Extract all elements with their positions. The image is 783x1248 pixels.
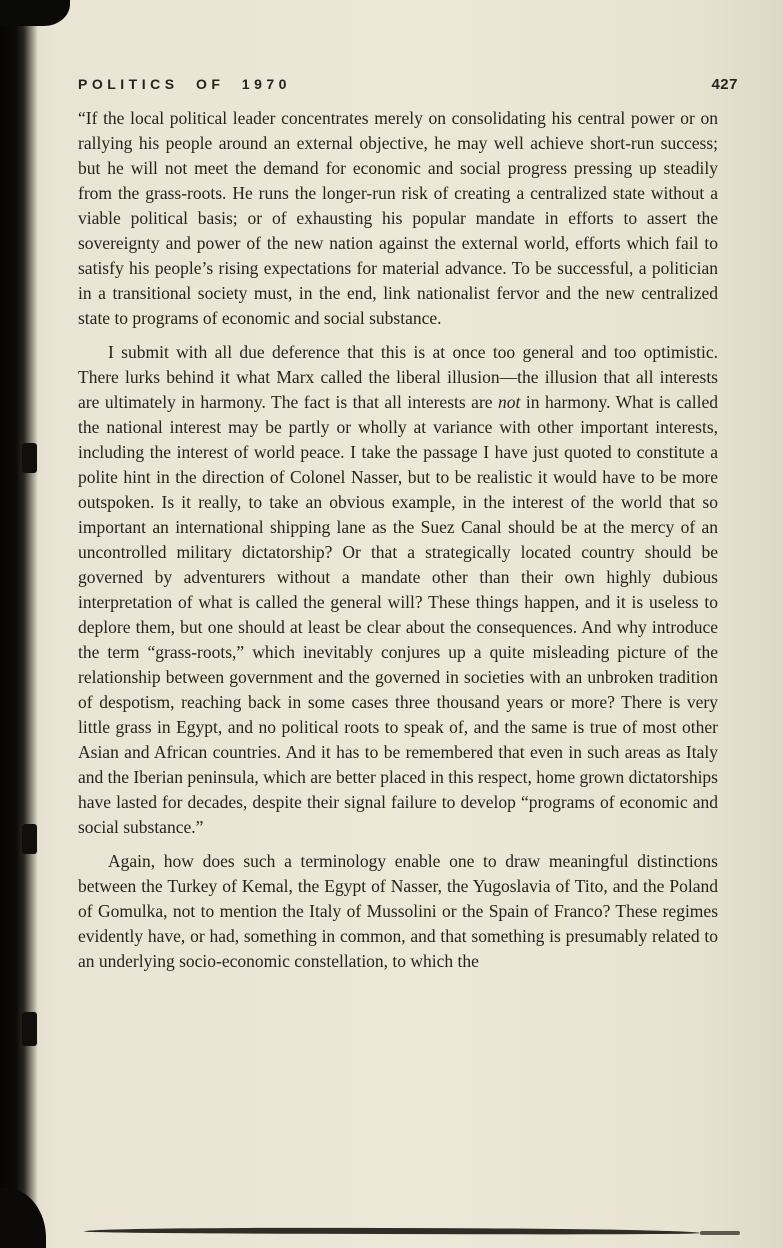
scan-artifact-notch bbox=[22, 824, 37, 854]
body-text bbox=[78, 106, 718, 974]
emphasized-text: not bbox=[498, 392, 521, 412]
scan-artifact-top-left bbox=[0, 0, 70, 26]
page-bottom-edge-shadow bbox=[700, 1231, 740, 1235]
text-segment: I submit with all due deference that this is at once too general and too optimistic. There lurks behind it what Marx called the liberal illusion—the illusion that all interests are ultimately in harmony. The fact is that all interests are bbox=[78, 342, 718, 412]
paragraph bbox=[78, 340, 718, 840]
paragraph bbox=[78, 849, 718, 974]
scan-artifact-notch bbox=[22, 1012, 37, 1046]
page-bottom-edge-shadow bbox=[84, 1227, 700, 1235]
paragraph bbox=[78, 106, 718, 331]
scan-artifact-bottom-left bbox=[0, 1188, 46, 1248]
running-header bbox=[78, 76, 738, 93]
binding-gutter-shadow bbox=[0, 0, 38, 1248]
scan-artifact-notch bbox=[22, 443, 37, 473]
text-segment: in harmony. What is called the national interest may be partly or wholly at variance with other important interests, including the interest of world peace. I take the passage I have just quoted to constitute a polite hint in the direction of Colonel Nasser, but to be realistic it would have to be more outspoken. Is it really, to take an obvious example, in the interest of the world that so important an international shipping lane as the Suez Canal should be at the mercy of an uncontrolled military dictatorship? Or that a strategically located country should be governed by adventurers without a mandate other than their own highly dubious interpretation of what is called the general will? These things happen, and it is useless to deplore them, but one should at least be clear about the consequences. And why introduce the term “grass-roots,” which inevitably conjures up a quite misleading picture of the relationship between government and the governed in societies with an unbroken tradition of despotism, reaching back in some cases three thousand years or more? There is very little grass in Egypt, and no political roots to speak of, and the same is true of most other Asian and African countries. And it has to be remembered that even in such areas as Italy and the Iberian peninsula, which are better placed in this respect, home grown dictatorships have lasted for decades, despite their signal failure to develop “programs of economic and social substance.” bbox=[78, 392, 718, 837]
text-segment: “If the local political leader concentrates merely on consolidating his central power or on rallying his people around an external objective, he may well achieve short-run success; but he will not meet the demand for economic and social progress pressing up steadily from the grass-roots. He runs the longer-run risk of creating a centralized state without a viable political basis; or of exhausting his popular mandate in efforts to assert the sovereignty and power of the new nation against the external world, efforts which fail to satisfy his people’s rising expectations for material advance. To be successful, a politician in a transitional society must, in the end, link nationalist fervor and the new centralized state to programs of economic and social substance. bbox=[78, 108, 718, 328]
running-head-title: POLITICS OF 1970 bbox=[78, 76, 291, 92]
text-segment: Again, how does such a terminology enable one to draw meaningful distinctions between the Turkey of Kemal, the Egypt of Nasser, the Yugoslavia of Tito, and the Poland of Gomulka, not to mention the Italy of Mussolini or the Spain of Franco? These regimes evidently have, or had, something in common, and that something is presumably related to an underlying socio-economic constellation, to which the bbox=[78, 851, 718, 971]
page-number: 427 bbox=[711, 76, 738, 93]
